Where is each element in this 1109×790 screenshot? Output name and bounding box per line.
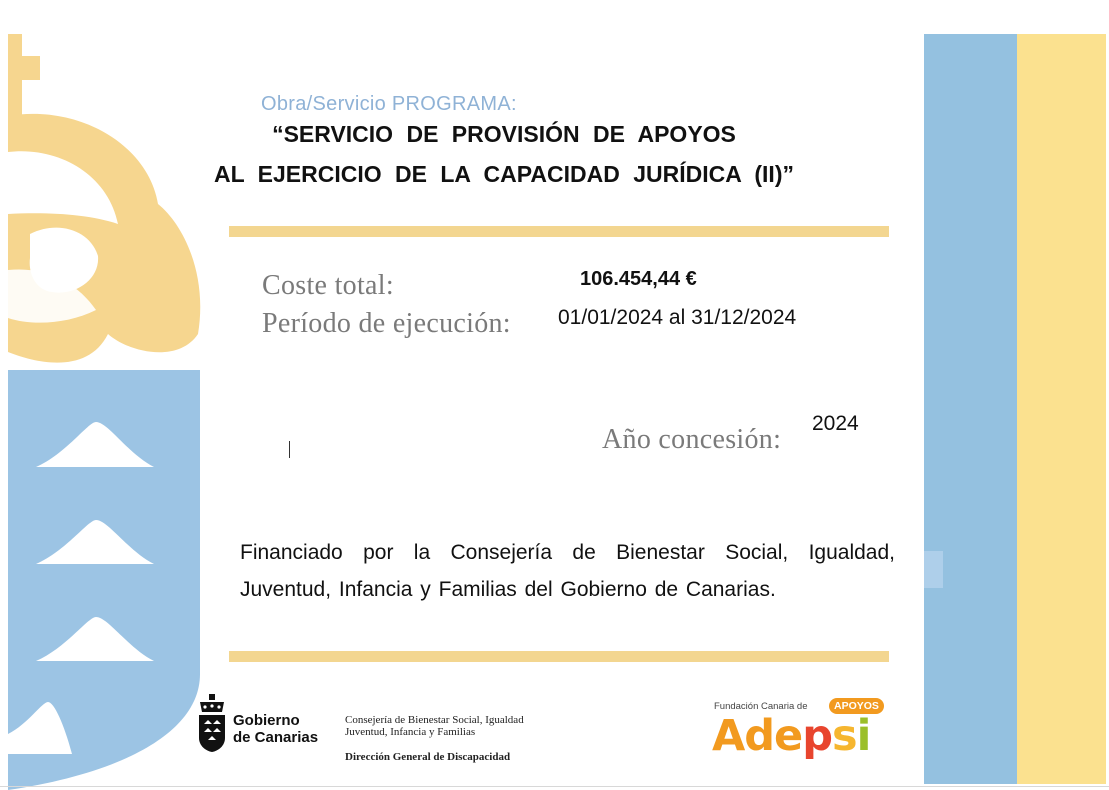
program-label: Obra/Servicio PROGRAMA:: [261, 93, 517, 115]
adepsi-logo: [712, 697, 884, 767]
year-value: 2024: [812, 412, 859, 435]
adepsi-fundacion-label: Fundación Canaria de: [714, 701, 808, 712]
consejeria-text: [345, 714, 560, 738]
year-label: Año concesión:: [602, 424, 782, 455]
cost-label: Coste total:: [262, 270, 394, 301]
period-value: 01/01/2024 al 31/12/2024: [558, 306, 797, 329]
top-divider: [229, 226, 889, 237]
text-cursor: [289, 441, 290, 458]
gobierno-crest-icon: [196, 694, 228, 754]
stripe-tab: [924, 551, 943, 588]
program-title-line-1: “SERVICIO DE PROVISIÓN DE APOYOS: [272, 121, 736, 147]
program-title-line-2: AL EJERCICIO DE LA CAPACIDAD JURÍDICA (II)”: [214, 161, 794, 187]
gobierno-name-line-1: Gobierno: [233, 712, 300, 729]
consejeria-line-1: Consejería de Bienestar Social, Igualdad: [345, 714, 524, 726]
yellow-stripe: [1017, 34, 1106, 784]
gobierno-canarias-logo: [196, 694, 336, 760]
funding-statement: Financiado por la Consejería de Bienestar Social, Igualdad, Juventud, Infancia y Familias del Gobierno de Canarias.: [240, 541, 895, 601]
gobierno-name: [233, 712, 318, 746]
period-label: Período de ejecución:: [262, 308, 511, 339]
bottom-divider: [229, 651, 889, 662]
adepsi-apoyos-badge: APOYOS: [829, 698, 884, 714]
page-bottom-border: [0, 786, 1109, 787]
cost-value: 106.454,44 €: [580, 268, 697, 290]
direccion-text: Dirección General de Discapacidad: [345, 751, 511, 763]
adepsi-wordmark-start: Ade: [712, 711, 803, 761]
blue-stripe: [924, 34, 1017, 784]
gobierno-name-line-2: de Canarias: [233, 729, 319, 746]
adepsi-wordmark-p: p: [802, 711, 833, 761]
adepsi-wordmark-s: s: [832, 711, 857, 761]
adepsi-wordmark: [712, 711, 870, 761]
adepsi-wordmark-i: i: [856, 711, 871, 761]
consejeria-line-2: Juventud, Infancia y Familias: [345, 726, 476, 738]
